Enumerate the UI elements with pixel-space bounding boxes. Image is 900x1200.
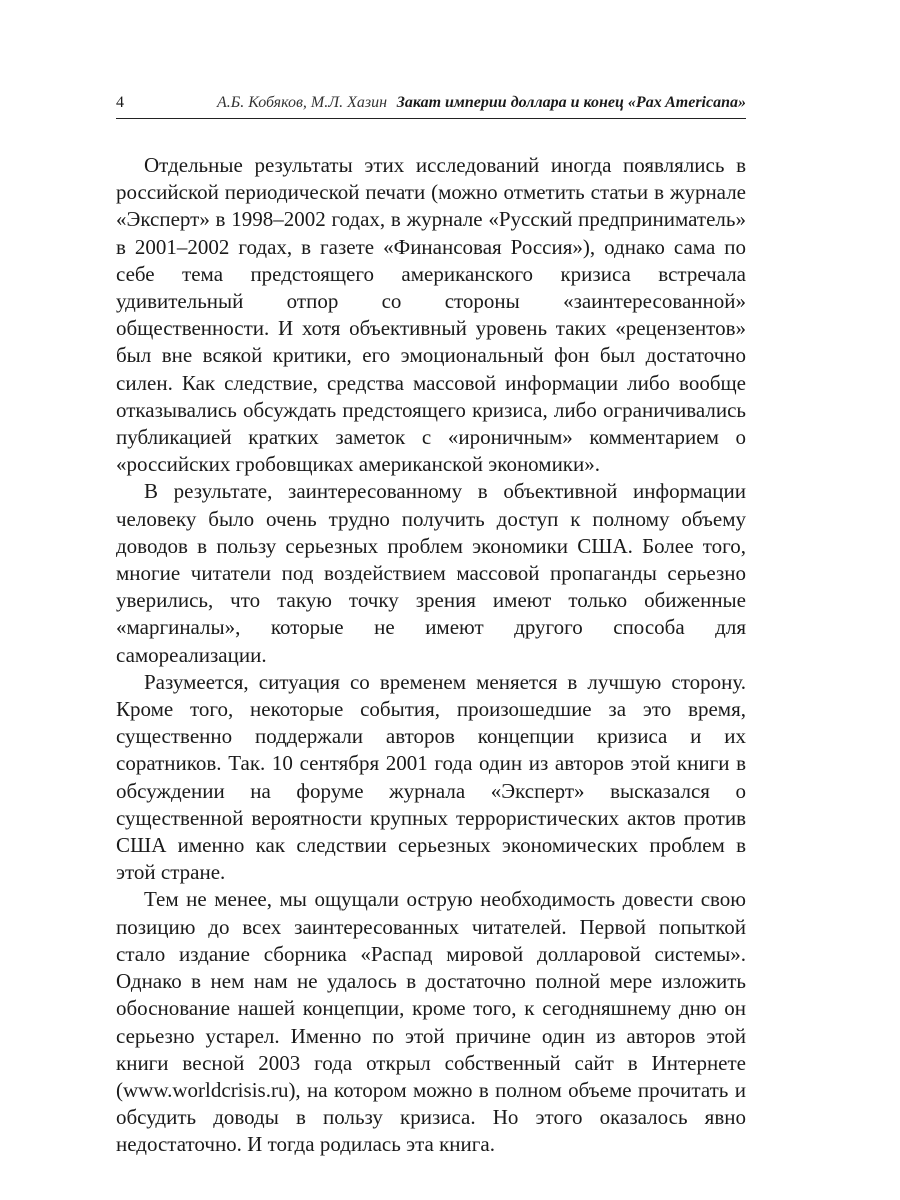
paragraph-2: В результате, заинтересованному в объективной информации человеку было очень трудно получить доступ к полному объему доводов в пользу серьезных проблем экономики США. Более того, многие читатели под воздействием массовой пропаганды серьезно уверились, что такую точку зрения имеют только обиженные «маргиналы», которые не имеют другого способа для самореализации. — [116, 479, 746, 667]
paragraph-4: Тем не менее, мы ощущали острую необходимость довести свою позицию до всех заинтересованных читателей. Первой попыткой стало издание сборника «Распад мировой долларовой системы». Однако в нем нам не удалось в достаточно полной мере изложить обоснование нашей концепции, кроме того, к сегодняшнему дню он серьезно устарел. Именно по этой причине один из авторов этой книги весной 2003 года открыл собственный сайт в Интернете (www.worldcrisis.ru), на котором можно в полном объеме прочитать и обсудить доводы в пользу кризиса. Но этого оказалось явно недостаточно. И тогда родилась эта книга. — [116, 887, 746, 1157]
paragraph-1: Отдельные результаты этих исследований иногда появлялись в российской периодической печати (можно отметить статьи в журнале «Эксперт» в 1998–2002 годах, в журнале «Русский предприниматель» в 2001–2002 годах, в газете «Финансовая Россия»), однако сама по себе тема предстоящего американского кризиса встречала удивительный отпор со стороны «заинтересованной» общественности. И хотя объективный уровень таких «рецензентов» был вне всякой критики, его эмоциональный фон был достаточно силен. Как следствие, средства массовой информации либо вообще отказывались обсуждать предстоящего кризиса, либо ограничивались публикацией кратких заметок с «ироничным» комментарием о «российских гробовщиках американской экономики». — [116, 153, 746, 477]
body-text — [116, 152, 746, 1159]
page-number: 4 — [116, 94, 124, 111]
paragraph-3: Разумеется, ситуация со временем меняется в лучшую сторону. Кроме того, некоторые события, произошедшие за это время, существенно поддержали авторов концепции кризиса и их соратников. Так. 10 сентября 2001 года один из авторов этой книги в обсуждении на форуме журнала «Эксперт» высказался о существенной вероятности крупных террористических актов против США именно как следствии серьезных экономических проблем в этой стране. — [116, 669, 746, 885]
running-header — [116, 92, 746, 119]
header-authors: А.Б. Кобяков, М.Л. Хазин — [217, 94, 388, 111]
header-book-title: Закат империи доллара и конец «Pax Americana» — [396, 94, 746, 111]
